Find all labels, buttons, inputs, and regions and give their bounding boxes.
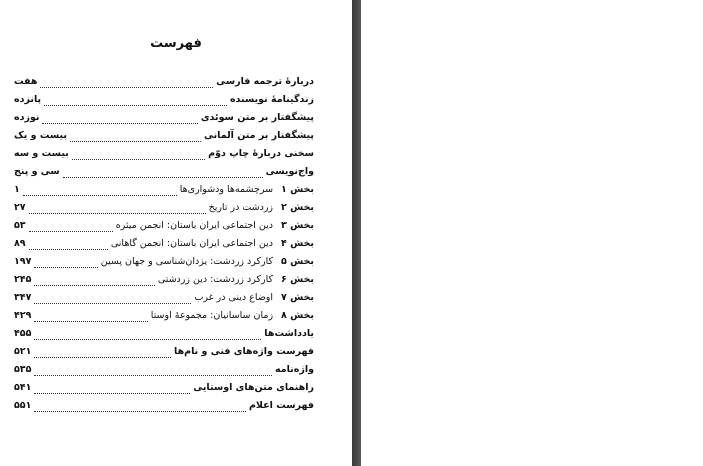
table-of-contents: [14, 73, 314, 415]
toc-chapter-entry: [180, 181, 314, 199]
chapter-number: بخش ۴: [281, 238, 314, 249]
dot-leader: [34, 347, 171, 358]
toc-chapter-entry: [151, 307, 314, 325]
dot-leader: [29, 221, 113, 232]
dot-leader: [29, 203, 206, 214]
toc-entry-title: پیشگفتار بر متن آلمانی: [203, 130, 314, 141]
dot-leader: [34, 329, 261, 340]
toc-page-number: ۵۵۱: [14, 400, 32, 411]
toc-page-number: ۱: [14, 184, 20, 195]
right-page-blank: [361, 0, 703, 466]
dot-leader: [34, 365, 272, 376]
toc-entry-title: دربارهٔ ترجمه فارسی: [216, 76, 314, 87]
dot-leader: [29, 239, 108, 250]
toc-row: [14, 325, 314, 343]
toc-row: [14, 271, 314, 289]
toc-page-number: ۵۴۱: [14, 382, 32, 393]
toc-page-number: سی و پنج: [14, 166, 60, 177]
toc-page-number: ۴۵۵: [14, 328, 32, 339]
toc-row: [14, 91, 314, 109]
toc-chapter-entry: [116, 217, 314, 235]
toc-row: [14, 145, 314, 163]
toc-entry-title: دین اجتماعی ایران باستان: انجمن گاهانی: [110, 238, 274, 249]
toc-page-number: ۴۲۹: [14, 310, 32, 321]
toc-row: [14, 235, 314, 253]
dot-leader: [34, 401, 246, 412]
toc-page-number: بیست و سه: [14, 148, 69, 159]
toc-entry-title: واج‌نویسی: [265, 166, 314, 177]
toc-row: [14, 379, 314, 397]
dot-leader: [44, 95, 227, 106]
toc-entry-title: زندگینامهٔ نویسنده: [229, 94, 314, 105]
dot-leader: [34, 311, 147, 322]
toc-entry-title: دین اجتماعی ایران باستان: انجمن میثره: [115, 220, 274, 231]
toc-entry-title: سرچشمه‌ها ودشواری‌ها: [179, 184, 274, 195]
toc-entry-title: فهرست واژه‌های فنی و نام‌ها: [174, 346, 314, 357]
page-gutter: [352, 0, 361, 466]
toc-row: [14, 397, 314, 415]
toc-row: [14, 289, 314, 307]
page-title: فهرست: [150, 36, 202, 51]
chapter-number: بخش ۵: [281, 256, 314, 267]
chapter-number: بخش ۳: [281, 220, 314, 231]
toc-row: [14, 163, 314, 181]
chapter-number: بخش ۸: [281, 310, 314, 321]
dot-leader: [34, 257, 97, 268]
chapter-number: بخش ۶: [281, 274, 314, 285]
toc-row: [14, 127, 314, 145]
toc-page-number: ۵۲۱: [14, 346, 32, 357]
toc-chapter-entry: [158, 271, 314, 289]
toc-entry-title: واژه‌نامه: [274, 364, 314, 375]
dot-leader: [23, 185, 177, 196]
toc-chapter-entry: [101, 253, 314, 271]
toc-chapter-entry: [111, 235, 314, 253]
dot-leader: [34, 275, 154, 286]
toc-entry-title: زمان ساسانیان: مجموعهٔ اوستا: [150, 310, 274, 321]
toc-page-number: نوزده: [14, 112, 40, 123]
toc-entry-title: کارکرد زردشت: دین زردشتی: [157, 274, 274, 285]
toc-row: [14, 307, 314, 325]
toc-page-number: ۲۷: [14, 202, 26, 213]
toc-page-number: پانزده: [14, 94, 42, 105]
toc-row: [14, 343, 314, 361]
chapter-number: بخش ۲: [281, 202, 314, 213]
toc-page-number: ۱۹۷: [14, 256, 32, 267]
toc-entry-title: سخنی دربارهٔ چاپ دوّم: [208, 148, 314, 159]
toc-entry-title: راهنمای متن‌های اوستایی: [193, 382, 314, 393]
toc-page-number: ۵۳۵: [14, 364, 32, 375]
toc-entry-title: یادداشت‌ها: [264, 328, 314, 339]
toc-row: [14, 181, 314, 199]
toc-row: [14, 199, 314, 217]
dot-leader: [72, 149, 205, 160]
dot-leader: [70, 131, 201, 142]
dot-leader: [42, 113, 197, 124]
toc-row: [14, 361, 314, 379]
toc-row: [14, 73, 314, 91]
toc-entry-title: پیشگفتار بر متن سوئدی: [200, 112, 314, 123]
toc-page-number: بیست و یک: [14, 130, 67, 141]
dot-leader: [63, 167, 263, 178]
toc-page-number: ۲۴۵: [14, 274, 32, 285]
toc-page-number: ۵۳: [14, 220, 26, 231]
toc-row: [14, 109, 314, 127]
toc-chapter-entry: [194, 289, 314, 307]
toc-entry-title: فهرست اعلام: [248, 400, 314, 411]
toc-entry-title: زردشت در تاریخ: [208, 202, 274, 213]
dot-leader: [40, 77, 213, 88]
dot-leader: [34, 293, 191, 304]
toc-entry-title: کارکرد زردشت: یزدان‌شناسی و جهان پسین: [100, 256, 274, 267]
chapter-number: بخش ۱: [281, 184, 314, 195]
toc-entry-title: اوضاع دینی در غرب: [194, 292, 274, 303]
dot-leader: [34, 383, 190, 394]
chapter-number: بخش ۷: [281, 292, 314, 303]
toc-page-number: ۳۴۷: [14, 292, 32, 303]
toc-row: [14, 217, 314, 235]
toc-row: [14, 253, 314, 271]
toc-page-number: هفت: [14, 76, 38, 87]
toc-chapter-entry: [209, 199, 314, 217]
toc-page-number: ۸۹: [14, 238, 26, 249]
